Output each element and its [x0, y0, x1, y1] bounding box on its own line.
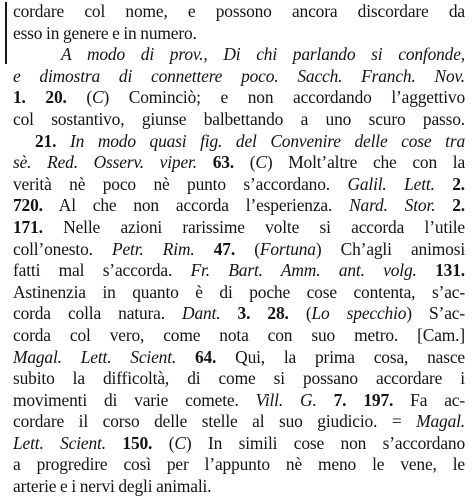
text-run: fatti mal s’accorda.: [13, 260, 191, 281]
text-line: [13, 433, 465, 455]
text-line: [13, 131, 465, 153]
text-run: [197, 152, 213, 172]
text-run: esso in genere e in numero.: [13, 22, 197, 43]
italic-text: sè. Red. Osserv. viper.: [13, 152, 197, 173]
text-run: cordare col nome, e possono ancora discordare da: [13, 1, 465, 21]
italic-text: e dimostra di connettere poco. Sacch. Franch. Nov.: [13, 65, 465, 86]
text-run: (: [152, 432, 175, 453]
text-run: ) Ch’agli animosi: [315, 238, 465, 259]
text-run: [435, 195, 452, 215]
text-line: [13, 109, 465, 131]
italic-text: Nard. Stor.: [349, 195, 436, 216]
text-line: [13, 282, 465, 304]
citation-number: 131.: [435, 260, 465, 281]
italic-text: C: [255, 152, 267, 173]
margin-rule: [5, 2, 7, 64]
text-run: [195, 239, 214, 259]
text-line: [13, 152, 465, 174]
citation-number: 64.: [194, 346, 217, 367]
italic-text: Lett. Scient.: [13, 432, 106, 453]
italic-text: Galil. Lett.: [347, 173, 435, 194]
text-run: (: [288, 303, 312, 324]
text-run: [56, 131, 70, 151]
text-run: Fa ac-: [393, 389, 465, 410]
text-run: corda colla natura.: [13, 303, 183, 324]
citation-number: 7. 197.: [333, 389, 394, 410]
text-run: a progredire così per l’appunto nè meno le vene, le: [13, 454, 465, 475]
text-run: verità nè poco nè punto s’accordano.: [13, 173, 348, 194]
italic-text: Dant.: [182, 303, 221, 324]
text-run: col sostantivo, giunse balbettando a uno scuro passo.: [13, 108, 465, 129]
italic-text: In modo quasi fig. del Convenire delle cose tra: [69, 130, 465, 151]
text-line: [13, 260, 465, 282]
text-run: (: [235, 238, 260, 259]
text-run: subito la difficoltà, di come si possano accordare i: [13, 368, 465, 389]
text-line: [13, 217, 465, 239]
text-run: (: [66, 87, 93, 108]
citation-number: 3. 28.: [237, 303, 289, 324]
text-run: Qui, la prima cosa, nasce: [216, 346, 465, 367]
italic-text: Lo specchio: [311, 303, 407, 324]
text-line: [13, 411, 465, 433]
text-line: [13, 347, 465, 369]
text-run: [435, 174, 452, 194]
text-run: ) Molt’altre che con la: [266, 152, 465, 173]
text-run: [317, 390, 334, 410]
text-run: [176, 347, 195, 367]
text-line: [13, 23, 465, 45]
text-line: [13, 454, 465, 476]
text-run: [106, 433, 122, 453]
italic-text: C: [174, 432, 186, 453]
text-line: [13, 476, 465, 498]
text-line: [13, 87, 465, 109]
text-line: [13, 239, 465, 261]
citation-number: 21.: [35, 130, 57, 151]
dictionary-entry-text: [13, 1, 465, 498]
italic-text: C: [92, 87, 104, 108]
citation-number: 150.: [122, 432, 153, 453]
text-run: ) Cominciò; e non accordando l’aggettivo: [103, 87, 465, 108]
italic-text: A modo di prov., Di chi parlando si confonde,: [61, 44, 465, 65]
text-line: [13, 368, 465, 390]
text-run: (: [233, 152, 256, 173]
text-line: [13, 1, 465, 23]
italic-text: Fr. Bart. Amm. ant. volg.: [190, 260, 417, 281]
text-run: ) In simili cose non s’accordano: [185, 432, 465, 453]
citation-number: 47.: [213, 238, 236, 259]
text-run: movimenti di varie comete.: [13, 389, 256, 410]
text-run: Al che non accorda l’esperienza.: [42, 195, 350, 216]
italic-text: Magal. Lett. Scient.: [13, 346, 177, 367]
text-run: corda col vero, come nota con suo metro. [Cam.]: [13, 324, 465, 345]
text-line: [13, 66, 465, 88]
citation-number: 2.: [452, 173, 465, 194]
italic-text: Petr. Rim.: [112, 238, 195, 259]
text-line: [13, 325, 465, 347]
citation-number: 63.: [212, 152, 234, 173]
italic-text: Magal.: [416, 411, 465, 432]
text-run: ) S’ac-: [406, 303, 465, 324]
text-line: [13, 44, 465, 66]
text-line: [13, 174, 465, 196]
text-run: cordare il corso delle stelle al suo giudicio. =: [13, 411, 417, 432]
text-run: Astinenzia in quanto è di poche cose contenta, s’ac-: [13, 281, 465, 302]
text-run: [417, 260, 435, 280]
citation-number: 1. 20.: [13, 87, 67, 108]
text-line: [13, 195, 465, 217]
italic-text: Fortuna: [259, 238, 316, 259]
text-run: [220, 303, 237, 323]
citation-number: 720.: [13, 195, 43, 216]
text-line: [13, 303, 465, 325]
citation-number: 171.: [13, 216, 43, 237]
text-line: [13, 390, 465, 412]
text-run: coll’onesto.: [13, 238, 113, 259]
citation-number: 2.: [452, 195, 465, 216]
italic-text: Vill. G.: [255, 389, 317, 410]
text-run: arterie e i nervi degli animali.: [13, 476, 212, 497]
text-run: Nelle azioni rarissime volte si accorda l’utile: [42, 216, 465, 237]
